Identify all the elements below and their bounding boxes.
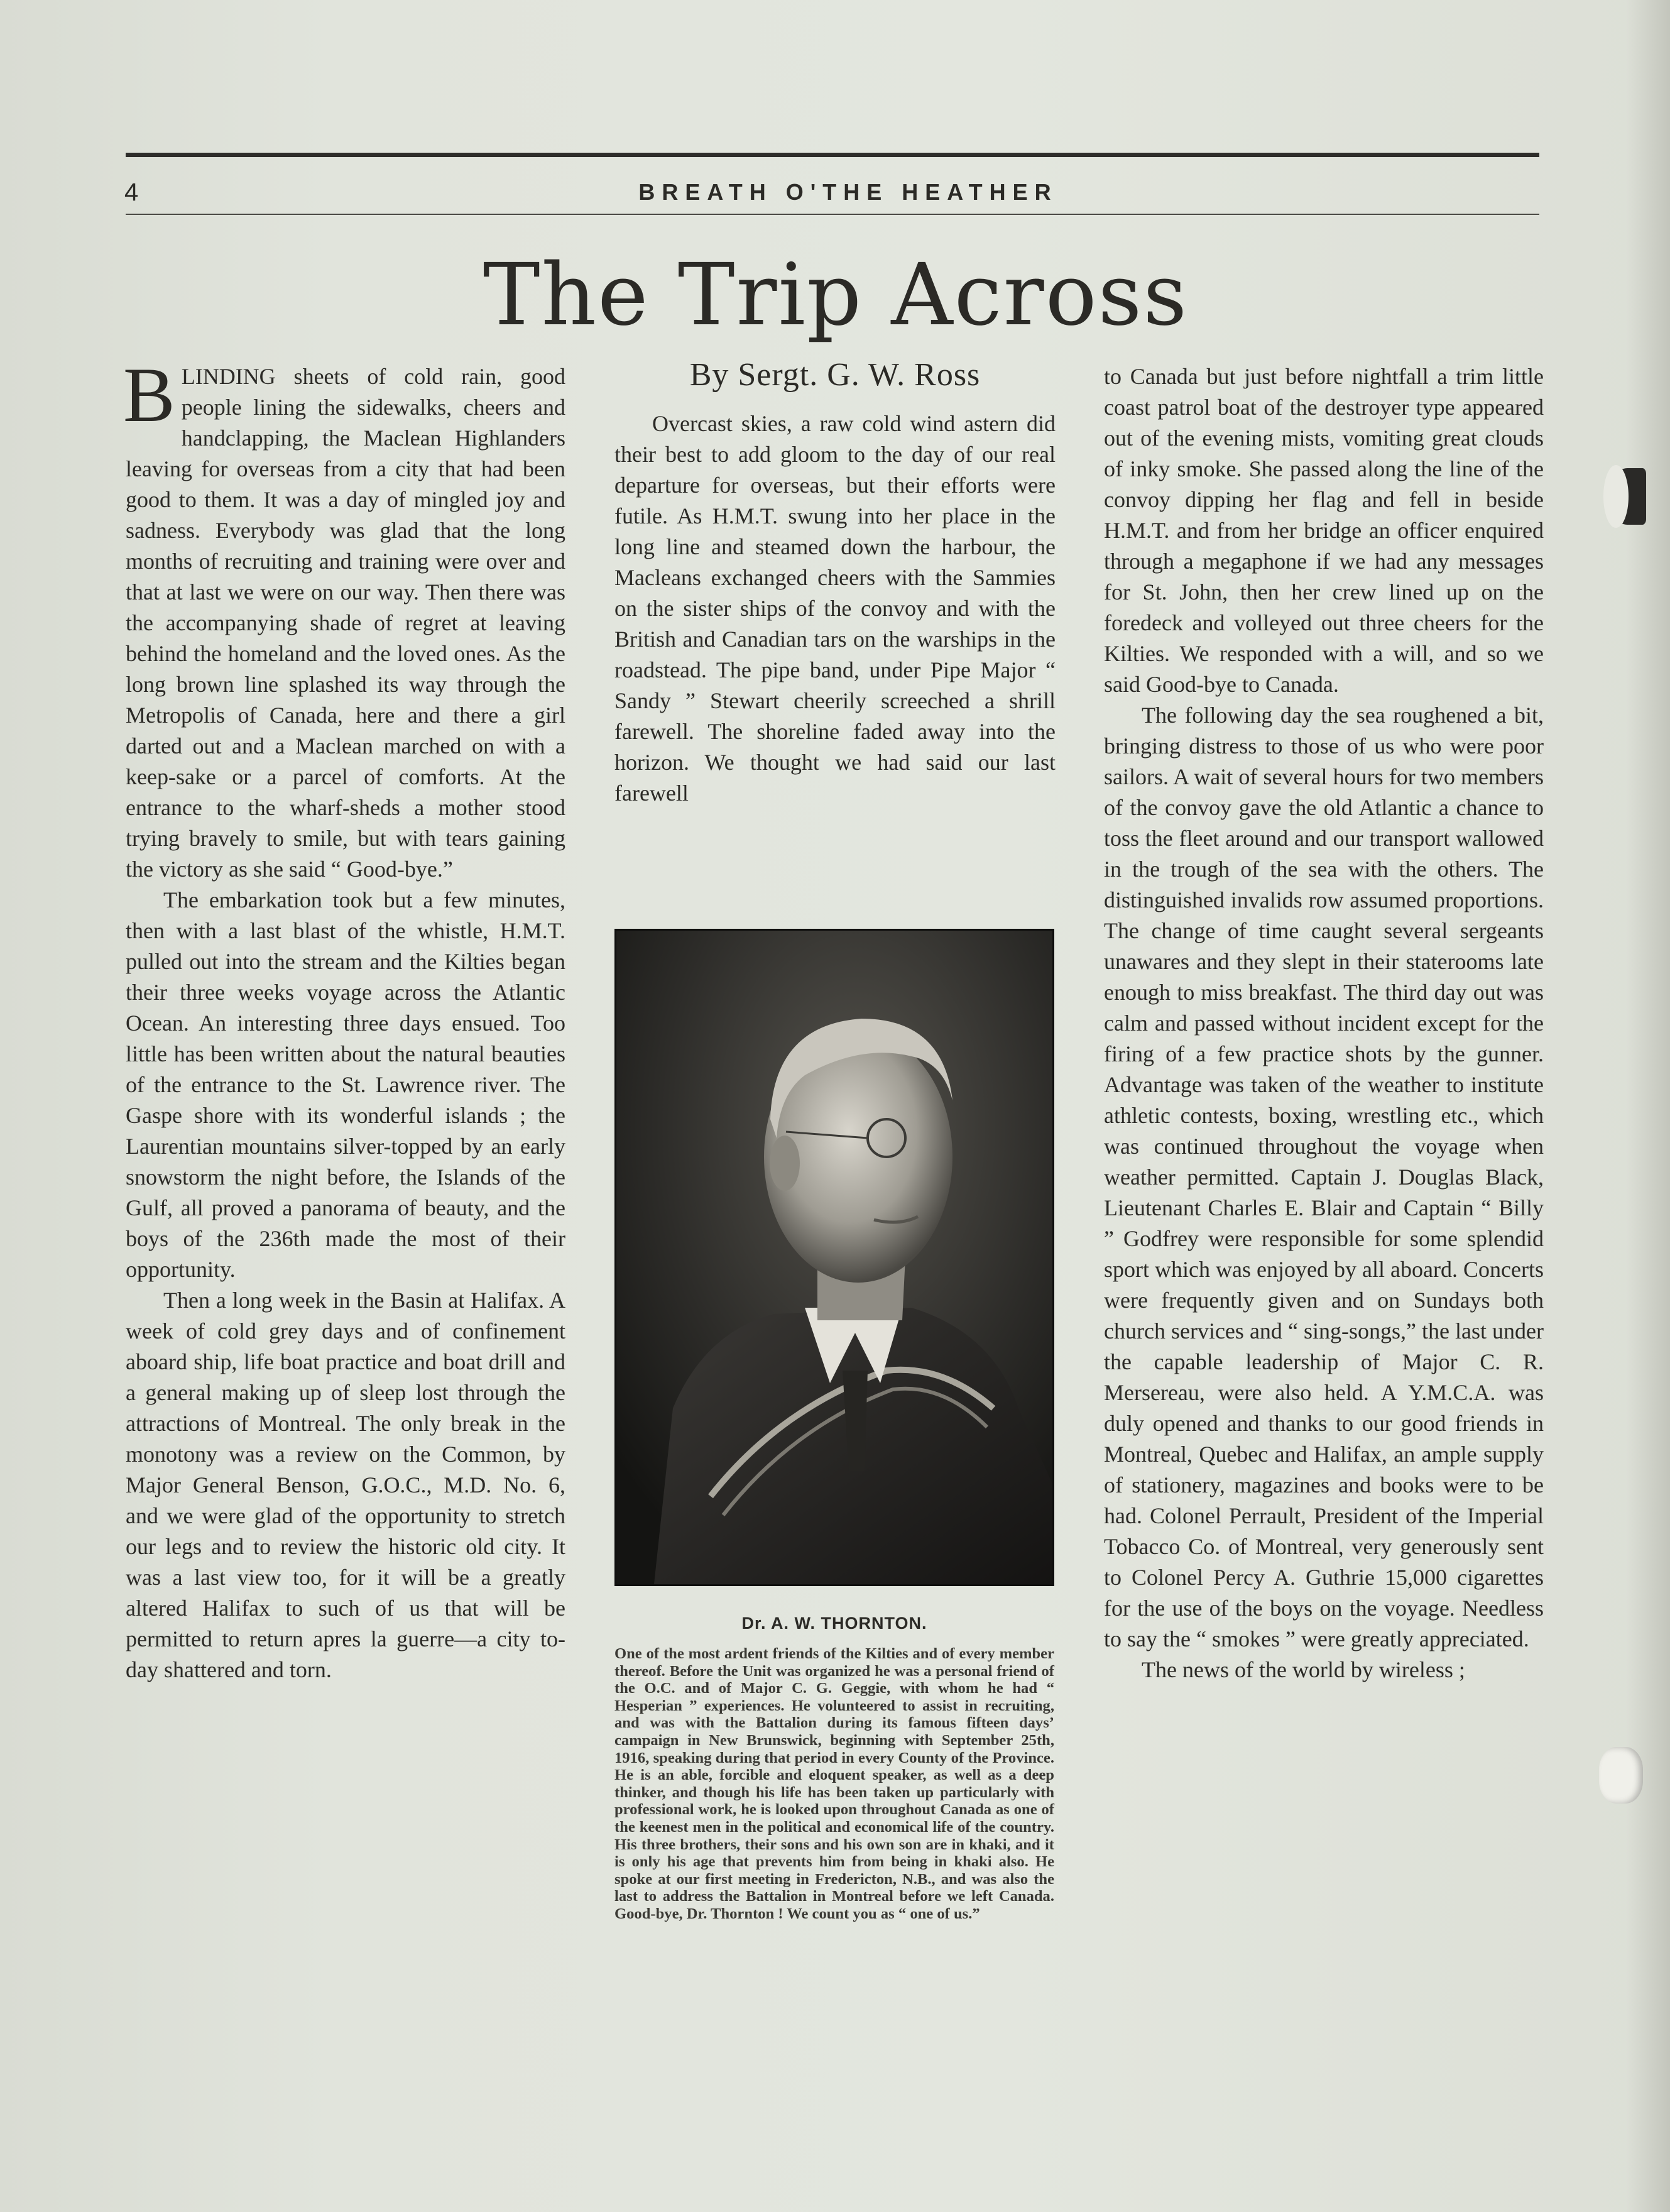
running-head: BREATH O'THE HEATHER: [638, 179, 1058, 205]
column-middle: [614, 408, 1056, 809]
header-underline: [126, 214, 1539, 215]
paragraph: The embarkation took but a few minutes, then with a last blast of the whistle, H.M.T. pulled out into the stream and the Kilties began their three weeks voyage across the Atlantic Ocean. An interesting three days ensued. Too little has been written about the natural beauties of the entrance to the St. Lawrence river. The Gaspe shore with its wonderful islands ; the Laurentian mountains silver-topped by an early snowstorm the night before, the Islands of the Gulf, all proved a panorama of beauty, and the boys of the 236th made the most of their opportunity.: [126, 887, 565, 1282]
page-spine-shadow: [1626, 0, 1670, 2212]
paragraph: Overcast skies, a raw cold wind astern did their best to add gloom to the day of our real departure for overseas, but their efforts were futile. As H.M.T. swung into her place in the long line and steamed down the harbour, the Macleans exchanged cheers with the Sammies on the sister ships of the convoy and with the British and Canadian tars on the warships in the roadstead. The pipe band, under Pipe Major “ Sandy ” Stewart cheerily screeched a shrill farewell. The shoreline faded away into the horizon. We thought we had said our last farewell: [614, 411, 1056, 806]
drop-cap: B: [123, 352, 175, 438]
paragraph-opening: [123, 352, 565, 885]
paragraph: The news of the world by wireless ;: [1142, 1657, 1465, 1682]
page-tear-mark: [1599, 1747, 1643, 1804]
portrait-image: [616, 931, 1052, 1584]
paragraph-text: LINDING sheets of cold rain, good people lining the sidewalks, cheers and handclapping, the Maclean Highlanders leaving for overseas from a city that had been good to them. It was a day of mingled joy and sadness. Everybody was glad that the long months of recruiting and training were over and that at last we were on our way. Then there was the accompanying shade of regret at leaving behind the homeland and the loved ones. As the long brown line splashed its way through the Metropolis of Canada, here and there a girl darted out and a Maclean marched on with a keep-sake or a parcel of comforts. At the entrance to the wharf-sheds a mother stood trying bravely to smile, but with tears gaining the victory as she said “ Good-bye.”: [126, 364, 565, 882]
header-rule: [126, 153, 1539, 157]
portrait-photo: [614, 929, 1054, 1586]
page-tear-mark: [1603, 465, 1629, 528]
paragraph: The following day the sea roughened a bit, bringing distress to those of us who were poor sailors. A wait of several hours for two members of the convoy gave the old Atlantic a chance to toss the fleet around and our transport wallowed in the trough of the sea with the others. The distinguished invalids row assumed proportions. The change of time caught several sergeants unawares and they slept in their staterooms late enough to miss breakfast. The third day out was calm and passed without incident except for the firing of a few practice shots by the gunner. Advantage was taken of the weather to institute athletic contests, boxing, wrestling etc., which was continued throughout the voyage when weather permitted. Captain J. Douglas Black, Lieutenant Charles E. Blair and Captain “ Billy ” Godfrey were responsible for some splendid sport which was enjoyed by all aboard. Concerts were frequently given and on Sundays both church services and “ sing-songs,” the last under the capable leadership of Major C. R. Mersereau, were also held. A Y.M.C.A. was duly opened and thanks to our good friends in Montreal, Quebec and Halifax, an ample supply of stationery, magazines and books were to be had. Colonel Perrault, President of the Imperial Tobacco Co. of Montreal, very generously sent to Colonel Percy A. Guthrie 15,000 cigarettes for the use of the boys on the voyage. Needless to say the “ smokes ” were greatly appreciated.: [1104, 703, 1544, 1651]
paragraph: Then a long week in the Basin at Halifax. A week of cold grey days and of confinement aboard ship, life boat practice and boat drill and a general making up of sleep lost through the attractions of Montreal. The only break in the monotony was a review on the Common, by Major General Benson, G.O.C., M.D. No. 6, and we were glad of the opportunity to stretch our legs and to review the historic old city. It was a last view too, for it will be a greatly altered Halifax to such of us that will be permitted to return apres la guerre—a city to-day shattered and torn.: [126, 1288, 565, 1682]
page-number: 4: [124, 178, 139, 206]
article-title: The Trip Across: [483, 246, 1189, 345]
photo-caption-text: One of the most ardent friends of the Kilties and of every member thereof. Before the Unit was organized he was a personal friend of the O.C. and of Major C. G. Geggie, with whom he had “ Hesperian ” experiences. He volunteered to assist in recruiting, and was with the Battalion during its famous fifteen days’ campaign in New Brunswick, beginning with September 25th, 1916, speaking during that period in every County of the Province. He is an able, forcible and eloquent speaker, as well as a deep thinker, and though his life has been taken up particularly with professional work, he is looked upon throughout Canada as one of the keenest men in the political and economical life of the country. His three brothers, their sons and his own son are in khaki, and it is only his age that prevents him from being in khaki also. He spoke at our first meeting in Fredericton, N.B., and was also the last to address the Battalion in Montreal before we left Canada. Good-bye, Dr. Thornton ! We count you as “ one of us.”: [614, 1645, 1054, 1922]
article-byline: By Sergt. G. W. Ross: [689, 357, 981, 393]
photo-caption-name: Dr. A. W. THORNTON.: [741, 1614, 927, 1633]
column-right: [1104, 361, 1544, 1685]
column-left: [123, 352, 565, 1685]
paragraph: to Canada but just before nightfall a trim little coast patrol boat of the destroyer type appeared out of the evening mists, vomiting great clouds of inky smoke. She passed along the line of the convoy dipping her flag and fell in beside H.M.T. and from her bridge an officer enquired through a megaphone if we had any messages for St. John, then her crew lined up on the foredeck and volleyed out three cheers for the Kilties. We responded with a will, and so we said Good-bye to Canada.: [1104, 364, 1544, 697]
